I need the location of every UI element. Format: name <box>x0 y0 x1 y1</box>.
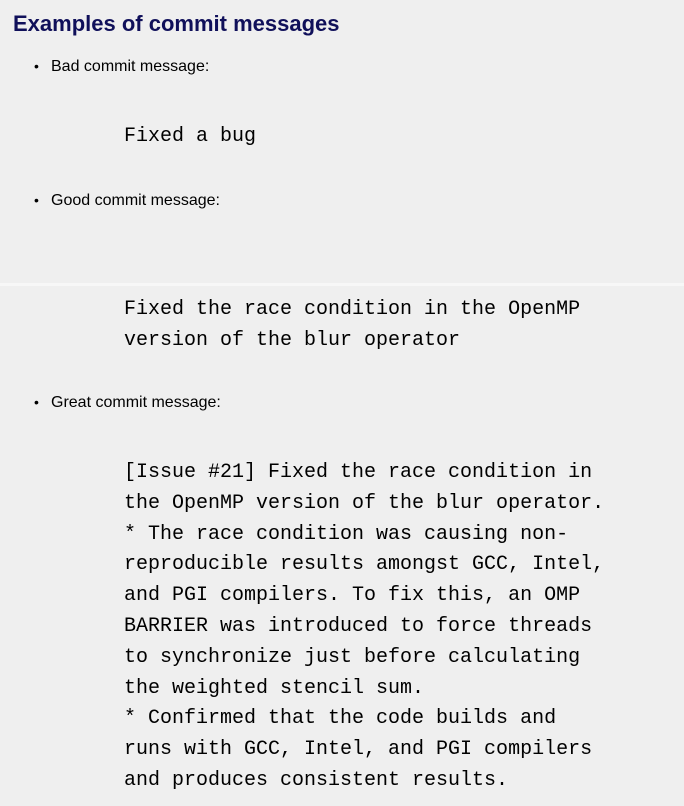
code-line: version of the blur operator <box>124 328 461 352</box>
bullet-marker: • <box>34 394 39 410</box>
bullet-item-bad <box>34 56 209 77</box>
code-line: and produces consistent results. <box>124 768 509 792</box>
code-line: * Confirmed that the code builds and <box>124 707 557 731</box>
code-line: runs with GCC, Intel, and PGI compilers <box>124 738 593 762</box>
bullet-item-great <box>34 392 221 413</box>
code-line: and PGI compilers. To fix this, an OMP <box>124 584 581 608</box>
code-line: reproducible results amongst GCC, Intel, <box>124 553 605 577</box>
code-line: the OpenMP version of the blur operator. <box>124 491 605 515</box>
bullet-marker: • <box>34 192 39 208</box>
code-line: BARRIER was introduced to force threads <box>124 614 593 638</box>
code-line: Fixed a bug <box>124 125 257 148</box>
code-line: the weighted stencil sum. <box>124 676 425 700</box>
bullet-label-bad: Bad commit message: <box>51 58 210 75</box>
divider <box>0 283 684 286</box>
bullet-label-great: Great commit message: <box>51 394 221 411</box>
bullet-marker: • <box>34 58 39 74</box>
code-line: [Issue #21] Fixed the race condition in <box>124 461 593 484</box>
code-block-bad <box>124 123 256 151</box>
code-line: to synchronize just before calculating <box>124 645 581 669</box>
code-line: Fixed the race condition in the OpenMP <box>124 298 581 321</box>
page-title: Examples of commit messages <box>13 11 340 36</box>
code-block-great <box>124 458 604 797</box>
code-block-good <box>124 295 580 356</box>
bullet-item-good <box>34 190 220 211</box>
code-line: * The race condition was causing non- <box>124 522 569 546</box>
bullet-label-good: Good commit message: <box>51 192 220 209</box>
